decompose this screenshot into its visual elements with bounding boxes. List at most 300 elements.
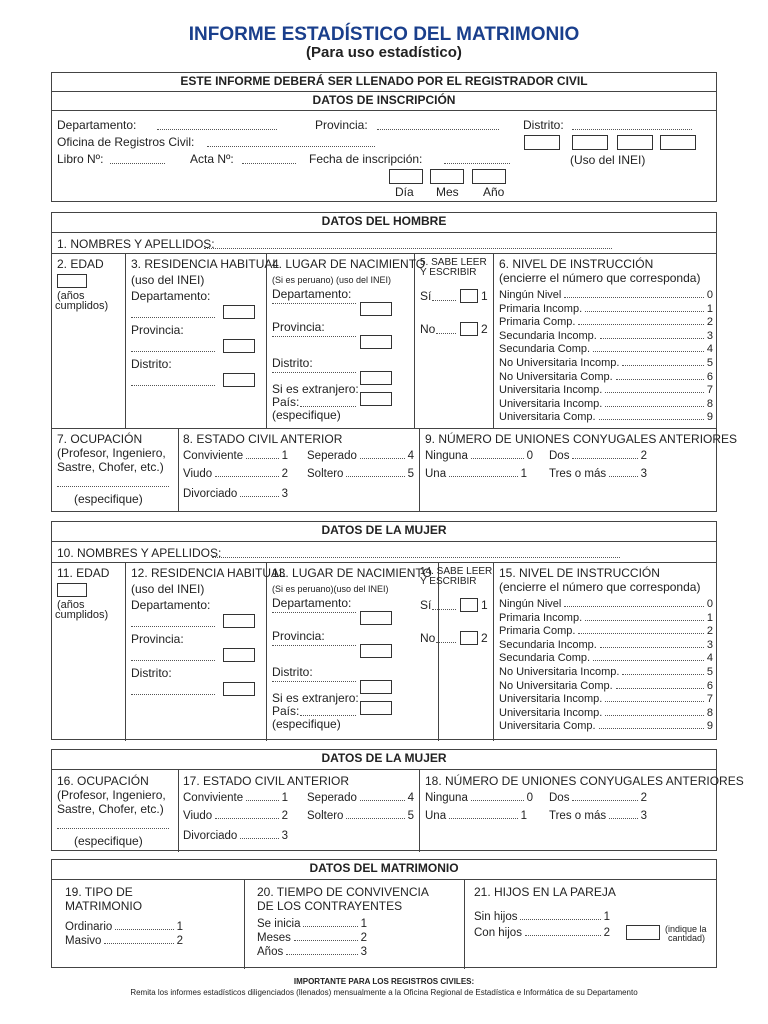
man-civil-option[interactable]	[183, 450, 288, 462]
option-code: 2	[640, 450, 647, 462]
section-matrimonio	[51, 859, 717, 968]
man-label-lugar: 4. LUGAR DE NACIMIENTO	[272, 257, 426, 271]
option-label: No Universitaria Comp.	[499, 370, 613, 383]
man-res-field-provincia[interactable]	[131, 351, 215, 352]
man-label-edad: 2. EDAD	[57, 257, 104, 271]
man-level-option[interactable]	[499, 411, 713, 423]
man-field-no	[436, 333, 456, 334]
option-code: 5	[706, 666, 713, 678]
dotted-leader	[360, 800, 405, 801]
man-res-box-provincia[interactable]	[223, 339, 255, 353]
woman-label-especifique: (especifique)	[272, 717, 341, 731]
man-level-option[interactable]	[499, 330, 713, 342]
inei-box-3[interactable]	[617, 135, 653, 150]
woman-level-option[interactable]	[499, 693, 713, 705]
woman-label-extranjero: Si es extranjero:	[272, 691, 359, 705]
man-lug-field-departamento[interactable]	[272, 303, 356, 304]
woman-code-si: 1	[481, 598, 488, 612]
woman-lug-box-departamento[interactable]	[360, 611, 392, 625]
option-label: Primaria Incomp.	[499, 611, 583, 624]
woman-lug-box-provincia[interactable]	[360, 644, 392, 658]
man-level-option[interactable]	[499, 289, 713, 301]
man-box-edad[interactable]	[57, 274, 87, 288]
woman-field-pais[interactable]	[300, 715, 356, 716]
option-label: Viudo	[183, 810, 213, 822]
woman-lug-field-distrito[interactable]	[272, 681, 356, 682]
inei-box-1[interactable]	[524, 135, 560, 150]
dotted-leader	[360, 458, 405, 459]
option-sin-hijos[interactable]	[474, 911, 610, 923]
woman-level-option[interactable]	[499, 666, 713, 678]
woman-level-option[interactable]	[499, 720, 713, 732]
option-code: 3	[281, 830, 288, 842]
option-label: Ningún Nivel	[499, 289, 562, 301]
man-res-field-departamento[interactable]	[131, 317, 215, 318]
man-lug-box-distrito[interactable]	[360, 371, 392, 385]
man-res-field-distrito[interactable]	[131, 385, 215, 386]
option-code: 4	[407, 792, 414, 804]
woman-label-edad: 11. EDAD	[57, 566, 110, 580]
option-label: No Universitaria Comp.	[499, 679, 613, 692]
option-label: Primaria Comp.	[499, 625, 576, 638]
dotted-leader	[622, 674, 703, 675]
label-distrito: Distrito:	[523, 118, 564, 132]
woman-level-option[interactable]	[499, 707, 713, 719]
dotted-leader	[605, 392, 704, 393]
field-nombres-hombre[interactable]	[204, 248, 612, 249]
option-label: Secundaria Comp.	[499, 652, 591, 665]
woman-label-pais: País:	[272, 704, 300, 718]
dotted-leader	[246, 458, 279, 459]
option-label: Seperado	[307, 792, 357, 804]
dotted-leader	[600, 338, 704, 339]
man-field-pais[interactable]	[300, 406, 356, 407]
man-lug-field-provincia[interactable]	[272, 336, 356, 337]
option-label: Secundaria Incomp.	[499, 638, 597, 651]
woman-res-label-distrito: Distrito:	[131, 666, 172, 680]
man-box-si[interactable]	[460, 289, 478, 303]
section-title-mujer: DATOS DE LA MUJER	[52, 522, 716, 542]
option-label: Ningún Nivel	[499, 598, 562, 610]
label-indique-1: (indique la	[665, 924, 707, 934]
label-indique-2: cantidad)	[668, 933, 706, 943]
woman-res-field-departamento[interactable]	[131, 626, 215, 627]
woman-level-option[interactable]	[499, 625, 713, 637]
field-fecha[interactable]	[444, 163, 510, 164]
label-fecha: Fecha de inscripción:	[309, 152, 423, 166]
section-mujer	[51, 521, 717, 740]
box-cantidad-hijos[interactable]	[626, 925, 660, 940]
option-code: 2	[360, 932, 367, 944]
woman-res-field-provincia[interactable]	[131, 660, 215, 661]
man-union-option[interactable]	[425, 450, 533, 462]
field-distrito[interactable]	[572, 129, 692, 130]
option-code: 4	[706, 652, 713, 665]
option-code: 2	[281, 468, 288, 480]
woman-level-option[interactable]	[499, 598, 713, 610]
dotted-leader	[616, 688, 704, 689]
man-label-residencia: 3. RESIDENCIA HABITUAL	[131, 257, 280, 271]
man-label-sabe-2: Y ESCRIBIR	[420, 267, 477, 278]
option-code: 3	[281, 488, 288, 500]
box-dia[interactable]	[389, 169, 423, 184]
woman2-civil-option[interactable]	[307, 792, 414, 804]
footer-text: Remita los informes estadísticos diligenciados (llenados) mensualmente a la Oficina Regional de Estadística e Informática de su Departamento	[130, 988, 638, 997]
dotted-leader	[605, 701, 704, 702]
man-level-option[interactable]	[499, 371, 713, 383]
man-civil-option[interactable]	[183, 488, 288, 500]
option-code: 6	[706, 370, 713, 383]
man-res-box-departamento[interactable]	[223, 305, 255, 319]
label-dia: Día	[395, 185, 414, 199]
section-inscripcion	[51, 72, 717, 202]
option-code: 2	[706, 316, 713, 329]
field-departamento[interactable]	[157, 129, 277, 130]
woman2-label-ocupacion: 16. OCUPACIÓN	[57, 774, 149, 788]
woman-field-si	[432, 609, 456, 610]
option-con-hijos[interactable]	[474, 927, 610, 939]
option-meses[interactable]	[257, 932, 367, 944]
man-union-option[interactable]	[425, 468, 527, 480]
man-field-ocupacion[interactable]	[57, 486, 169, 487]
option-code: 5	[706, 357, 713, 369]
woman-res-box-departamento[interactable]	[223, 614, 255, 628]
dotted-leader	[471, 800, 524, 801]
dotted-leader	[609, 476, 638, 477]
label-nombres-hombre: 1. NOMBRES Y APELLIDOS:	[57, 237, 215, 251]
man-box-no[interactable]	[460, 322, 478, 336]
option-label: Se inicia	[257, 918, 301, 930]
option-code: 6	[706, 679, 713, 692]
man-label-especifique: (especifique)	[272, 408, 341, 422]
dotted-leader	[593, 351, 704, 352]
woman-label-res-sub: (uso del INEI)	[131, 582, 205, 596]
woman-box-no[interactable]	[460, 631, 478, 645]
option-code: 1	[360, 918, 367, 930]
option-code: 0	[706, 598, 713, 610]
option-code: 1	[706, 302, 713, 315]
woman-code-no: 2	[481, 631, 488, 645]
man-label-lugar-sub: (Si es peruano) (uso del INEI)	[272, 275, 392, 285]
section-title-hombre: DATOS DEL HOMBRE	[52, 213, 716, 233]
inei-box-2[interactable]	[572, 135, 608, 150]
woman-res-label-departamento: Departamento:	[131, 598, 211, 612]
option-label: Conviviente	[183, 792, 244, 804]
option-code: 0	[526, 792, 533, 804]
woman-lug-field-provincia[interactable]	[272, 645, 356, 646]
field-libro[interactable]	[110, 163, 165, 164]
option-label: Universitaria Comp.	[499, 411, 596, 424]
box-anio[interactable]	[472, 169, 506, 184]
woman2-union-option[interactable]	[549, 792, 647, 804]
dotted-leader	[346, 818, 404, 819]
field-nombres-mujer[interactable]	[212, 557, 620, 558]
dotted-leader	[564, 297, 704, 298]
option-code: 4	[407, 450, 414, 462]
woman-label-si: Sí	[420, 598, 432, 612]
dotted-leader	[240, 496, 278, 497]
dotted-leader	[605, 715, 704, 716]
option-label: Universitaria Incomp.	[499, 693, 603, 706]
option-label: Tres o más	[549, 468, 607, 480]
dotted-leader	[599, 728, 704, 729]
option-label: Ordinario	[65, 921, 113, 933]
label-hijos: 21. HIJOS EN LA PAREJA	[474, 885, 616, 899]
woman2-civil-option[interactable]	[183, 830, 288, 842]
option-code: 3	[706, 329, 713, 342]
woman2-civil-option[interactable]	[183, 810, 288, 822]
option-code: 3	[640, 810, 647, 822]
man-label-cumplidos: cumplidos)	[55, 300, 109, 312]
man-lug-field-distrito[interactable]	[272, 372, 356, 373]
woman-label-cumplidos: cumplidos)	[55, 609, 109, 621]
woman-box-si[interactable]	[460, 598, 478, 612]
option-label: Conviviente	[183, 450, 244, 462]
label-anio: Año	[483, 185, 505, 199]
option-code: 2	[640, 792, 647, 804]
option-label: Con hijos	[474, 927, 522, 939]
option-code: 2	[281, 810, 288, 822]
box-mes[interactable]	[430, 169, 464, 184]
man-union-option[interactable]	[549, 450, 647, 462]
label-tipo-1: 19. TIPO DE	[65, 885, 133, 899]
option-code: 9	[706, 411, 713, 424]
option-label: Primaria Incomp.	[499, 302, 583, 315]
woman-res-box-distrito[interactable]	[223, 682, 255, 696]
option-label: Secundaria Incomp.	[499, 329, 597, 342]
woman2-field-ocupacion[interactable]	[57, 828, 169, 829]
option-code: 0	[526, 450, 533, 462]
woman-lug-label-departamento: Departamento:	[272, 596, 352, 610]
woman2-civil-option[interactable]	[307, 810, 414, 822]
man-label-extranjero: Si es extranjero:	[272, 382, 359, 396]
option-label: Sin hijos	[474, 911, 518, 923]
man-lug-box-departamento[interactable]	[360, 302, 392, 316]
man-label-ocup-2: Sastre, Chofer, etc.)	[57, 460, 164, 474]
dotted-leader	[449, 476, 517, 477]
woman-label-lugar: 13. LUGAR DE NACIMIENTO	[272, 566, 432, 580]
option-code: 3	[360, 946, 367, 958]
option-label: Primaria Comp.	[499, 316, 576, 329]
man-field-si	[432, 300, 456, 301]
option-code: 1	[603, 911, 610, 923]
man-res-label-provincia: Provincia:	[131, 323, 184, 337]
option-code: 4	[706, 343, 713, 356]
option-code: 1	[281, 450, 288, 462]
option-code: 3	[640, 468, 647, 480]
woman-label-nivel-sub: (encierre el número que corresponda)	[499, 580, 701, 594]
woman-res-label-provincia: Provincia:	[131, 632, 184, 646]
man-level-option[interactable]	[499, 398, 713, 410]
woman-level-option[interactable]	[499, 680, 713, 692]
man-label-nivel: 6. NIVEL DE INSTRUCCIÓN	[499, 257, 654, 271]
option-code: 2	[176, 935, 183, 947]
woman-level-option[interactable]	[499, 612, 713, 624]
man-label-uniones: 9. NÚMERO DE UNIONES CONYUGALES ANTERIORES	[425, 432, 738, 446]
woman-lug-field-departamento[interactable]	[272, 612, 356, 613]
option-label: Una	[425, 810, 447, 822]
field-acta[interactable]	[242, 163, 296, 164]
man-label-ocup-1: (Profesor, Ingeniero,	[57, 446, 166, 460]
option-label: Viudo	[183, 468, 213, 480]
man-lug-label-departamento: Departamento:	[272, 287, 352, 301]
woman-field-no	[436, 642, 456, 643]
option-code: 1	[706, 611, 713, 624]
dotted-leader	[585, 620, 704, 621]
man-union-option[interactable]	[549, 468, 647, 480]
option-label: Divorciado	[183, 830, 238, 842]
woman2-label-civil: 17. ESTADO CIVIL ANTERIOR	[183, 774, 350, 788]
option-code: 0	[706, 289, 713, 301]
dotted-leader	[609, 818, 638, 819]
dotted-leader	[605, 406, 704, 407]
woman-label-sabe-2: Y ESCRIBIR	[420, 576, 477, 587]
section-hombre	[51, 212, 738, 512]
man-res-label-departamento: Departamento:	[131, 289, 211, 303]
option-masivo[interactable]	[65, 935, 183, 947]
option-code: 7	[706, 384, 713, 397]
man-level-option[interactable]	[499, 343, 713, 355]
man-label-no: No	[420, 322, 436, 336]
woman2-label-ocup-especifique: (especifique)	[74, 834, 143, 848]
label-acta: Acta Nº:	[190, 152, 234, 166]
man-res-label-distrito: Distrito:	[131, 357, 172, 371]
section-title-mujer-2: DATOS DE LA MUJER	[52, 750, 716, 770]
woman2-label-ocup-1: (Profesor, Ingeniero,	[57, 788, 166, 802]
dotted-leader	[215, 818, 278, 819]
option-label: Dos	[549, 450, 570, 462]
man-civil-option[interactable]	[307, 468, 414, 480]
woman-box-edad[interactable]	[57, 583, 87, 597]
dotted-leader	[564, 606, 704, 607]
man-label-si: Sí	[420, 289, 432, 303]
label-uso-inei: (Uso del INEI)	[570, 153, 646, 167]
option-label: Ninguna	[425, 450, 468, 462]
option-code: 8	[706, 397, 713, 410]
man-level-option[interactable]	[499, 303, 713, 315]
form-subtitle: (Para uso estadístico)	[306, 44, 462, 61]
woman2-union-option[interactable]	[425, 792, 533, 804]
woman-level-option[interactable]	[499, 639, 713, 651]
man-lug-box-provincia[interactable]	[360, 335, 392, 349]
dotted-leader	[578, 324, 703, 325]
footer-title: IMPORTANTE PARA LOS REGISTROS CIVILES:	[293, 977, 475, 986]
woman-res-box-provincia[interactable]	[223, 648, 255, 662]
woman2-label-ocup-2: Sastre, Chofer, etc.)	[57, 802, 164, 816]
label-oficina: Oficina de Registros Civil:	[57, 135, 195, 149]
option-label: Una	[425, 468, 447, 480]
option-label: Años	[257, 946, 284, 958]
woman2-union-option[interactable]	[549, 810, 647, 822]
dotted-leader	[622, 365, 703, 366]
man-label-civil: 8. ESTADO CIVIL ANTERIOR	[183, 432, 343, 446]
option-ordinario[interactable]	[65, 921, 183, 933]
option-se-inicia[interactable]	[257, 918, 367, 930]
inei-box-4[interactable]	[660, 135, 696, 150]
label-tipo-2: MATRIMONIO	[65, 899, 143, 913]
option-label: Universitaria Incomp.	[499, 397, 603, 410]
option-code: 7	[706, 693, 713, 706]
label-departamento: Departamento:	[57, 118, 137, 132]
man-label-pais: País:	[272, 395, 300, 409]
field-oficina[interactable]	[207, 146, 375, 147]
option-code: 5	[407, 468, 414, 480]
option-code: 8	[706, 706, 713, 719]
woman-label-nivel: 15. NIVEL DE INSTRUCCIÓN	[499, 566, 660, 580]
man-label-res-sub: (uso del INEI)	[131, 273, 205, 287]
dotted-leader	[616, 379, 704, 380]
option-code: 1	[520, 810, 527, 822]
dotted-leader	[246, 800, 279, 801]
dotted-leader	[215, 476, 278, 477]
option-label: Soltero	[307, 468, 344, 480]
man-code-no: 2	[481, 322, 488, 336]
dotted-leader	[572, 800, 637, 801]
field-provincia[interactable]	[377, 129, 499, 130]
woman-lug-box-distrito[interactable]	[360, 680, 392, 694]
option-label: Soltero	[307, 810, 344, 822]
option-label: No Universitaria Incomp.	[499, 666, 620, 678]
woman-level-option[interactable]	[499, 652, 713, 664]
man-label-ocup-especifique: (especifique)	[74, 492, 143, 506]
option-label: Universitaria Comp.	[499, 720, 596, 733]
form-title: INFORME ESTADÍSTICO DEL MATRIMONIO	[188, 24, 580, 45]
man-level-option[interactable]	[499, 316, 713, 328]
man-box-pais[interactable]	[360, 392, 392, 406]
woman-box-pais[interactable]	[360, 701, 392, 715]
man-label-ocupacion: 7. OCUPACIÓN	[57, 432, 143, 446]
label-nombres-mujer: 10. NOMBRES Y APELLIDOS:	[57, 546, 222, 560]
man-res-box-distrito[interactable]	[223, 373, 255, 387]
man-civil-option[interactable]	[307, 450, 414, 462]
man-level-option[interactable]	[499, 357, 713, 369]
woman-res-field-distrito[interactable]	[131, 694, 215, 695]
woman-label-lugar-sub: (Si es peruano)(uso del INEI)	[272, 584, 389, 594]
option-code: 2	[603, 927, 610, 939]
option-label: Secundaria Comp.	[499, 343, 591, 356]
option-label: Universitaria Incomp.	[499, 706, 603, 719]
woman-label-no: No	[420, 631, 436, 645]
registrar-notice: ESTE INFORME DEBERÁ SER LLENADO POR EL REGISTRADOR CIVIL	[52, 73, 716, 92]
woman2-label-uniones: 18. NÚMERO DE UNIONES CONYUGALES ANTERIORES	[425, 774, 744, 788]
option-label: Dos	[549, 792, 570, 804]
woman-label-anos: (años	[57, 599, 85, 611]
dotted-leader	[240, 838, 278, 839]
man-label-sabe-1: 5. SABE LEER	[420, 257, 487, 268]
option-label: Masivo	[65, 935, 102, 947]
man-lug-label-distrito: Distrito:	[272, 356, 313, 370]
section-mujer-2	[51, 749, 744, 851]
label-provincia: Provincia:	[315, 118, 368, 132]
woman2-union-option[interactable]	[425, 810, 527, 822]
label-tiempo-2: DE LOS CONTRAYENTES	[257, 899, 403, 913]
option-code: 2	[706, 625, 713, 638]
option-label: Ninguna	[425, 792, 468, 804]
option-anios[interactable]	[257, 946, 367, 958]
dotted-leader	[346, 476, 404, 477]
woman-label-residencia: 12. RESIDENCIA HABITUAL	[131, 566, 286, 580]
man-level-option[interactable]	[499, 384, 713, 396]
dotted-leader	[449, 818, 517, 819]
man-civil-option[interactable]	[183, 468, 288, 480]
woman-lug-label-distrito: Distrito:	[272, 665, 313, 679]
man-label-anos: (años	[57, 290, 85, 302]
label-tiempo-1: 20. TIEMPO DE CONVIVENCIA	[257, 885, 429, 899]
woman2-civil-option[interactable]	[183, 792, 288, 804]
option-code: 5	[407, 810, 414, 822]
dotted-leader	[585, 311, 704, 312]
option-code: 3	[706, 638, 713, 651]
